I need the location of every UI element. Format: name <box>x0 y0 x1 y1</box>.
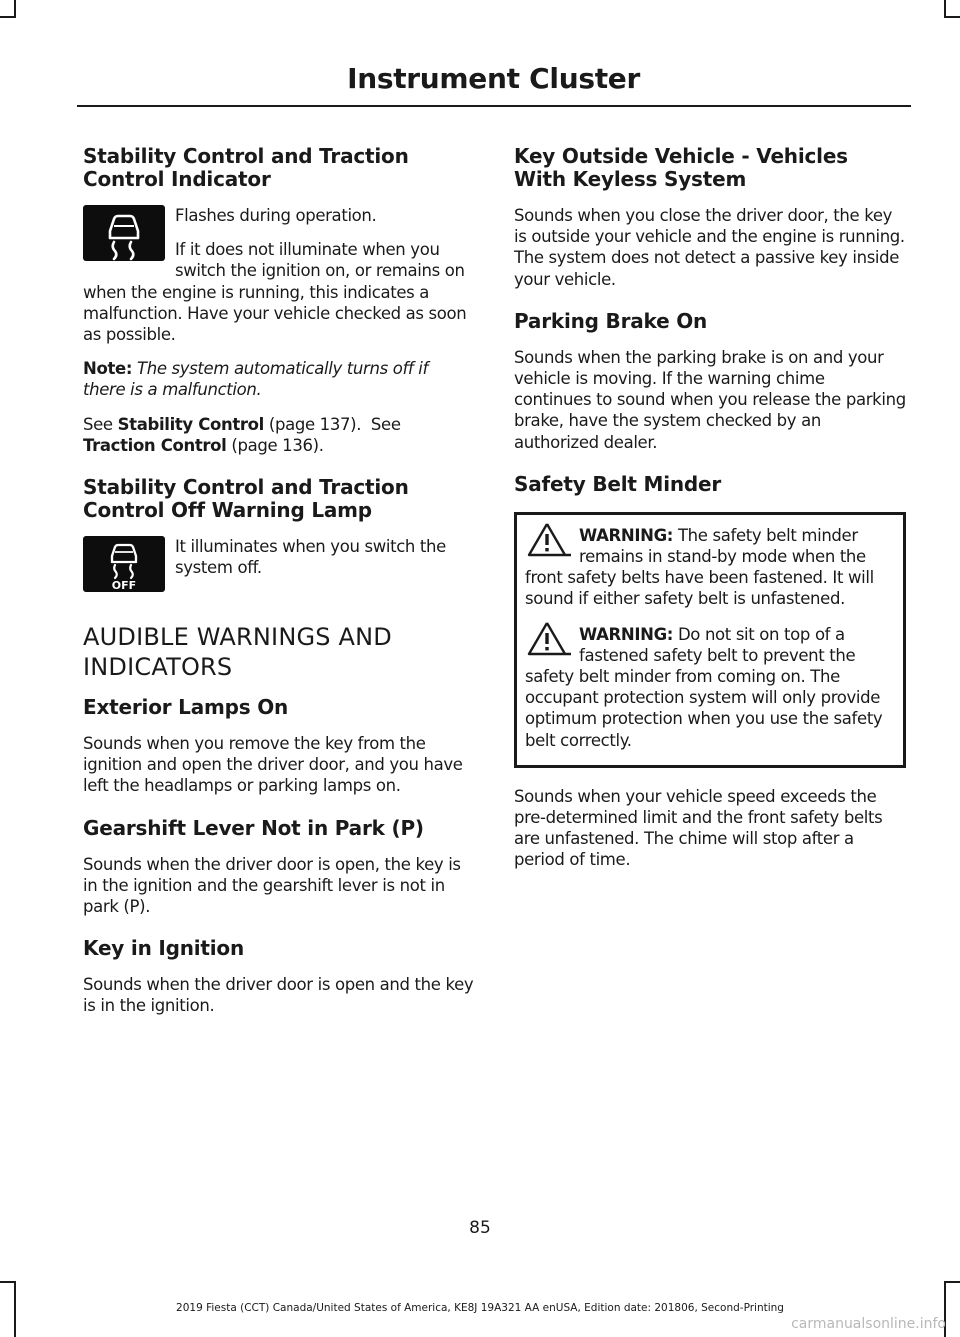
note-paragraph <box>83 358 475 400</box>
note-text: The system automatically turns off if there is a malfunction. <box>83 359 428 400</box>
left-column <box>83 145 475 1030</box>
belt-minder-text: Sounds when your vehicle speed exceeds the pre-determined limit and the front safety belts are unfastened. The chime will stop after a period of time. <box>514 786 883 870</box>
stability-off-text: It illuminates when you switch the system off. <box>175 537 446 578</box>
warning-1-label: WARNING: <box>579 525 674 545</box>
footer-edition-text: 2019 Fiesta (CCT) Canada/United States of America, KE8J 19A321 AA enUSA, Edition date: 201806, Second-Printing <box>176 1302 784 1314</box>
warning-box <box>514 512 906 768</box>
warning-1 <box>525 525 895 610</box>
note-label: Note: <box>83 359 133 379</box>
stability-indicator-text-1: Flashes during operation. <box>175 206 377 225</box>
see-references <box>83 414 475 456</box>
see-prefix: See <box>83 414 113 434</box>
gearshift-heading: Gearshift Lever Not in Park (P) <box>83 815 424 840</box>
right-column <box>514 145 906 884</box>
warning-2-label: WARNING: <box>579 624 674 644</box>
crop-mark <box>944 16 960 18</box>
stability-indicator-block <box>83 205 475 345</box>
page-number: 85 <box>469 1218 491 1238</box>
traction-control-page: (page 136). <box>231 435 324 455</box>
warning-2-text <box>525 624 895 751</box>
warning-2-body: Do not sit on top of a fastened safety belt to prevent the safety belt minder from coming on. The occupant protection system will only provide optimum protection when you use the safety belt correctly. <box>525 624 883 750</box>
warning-triangle-icon <box>525 620 575 660</box>
key-ignition-heading: Key in Ignition <box>83 936 245 961</box>
key-outside-heading: Key Outside Vehicle - Vehicles With Keyless System <box>514 144 848 191</box>
crop-mark <box>944 1281 960 1283</box>
stability-control-link[interactable]: Stability Control <box>117 414 264 434</box>
stability-control-icon <box>83 205 165 261</box>
belt-minder-heading: Safety Belt Minder <box>514 471 722 496</box>
stability-off-block <box>83 536 475 596</box>
section-heading-stability-indicator: Stability Control and Traction Control Indicator <box>83 144 409 191</box>
warning-1-body: The safety belt minder remains in stand-by mode when the front safety belts have been fastened. It will sound if either safety belt is unfastened. <box>525 525 874 609</box>
stability-indicator-text-2: If it does not illuminate when you switch the ignition on, or remains on when the engine is running, this indicates a malfunction. Have your vehicle checked as soon as possible. <box>83 240 467 345</box>
warning-triangle-icon <box>525 521 575 561</box>
traction-control-link[interactable]: Traction Control <box>83 435 227 455</box>
warning-1-text <box>525 525 895 610</box>
audible-warnings-heading: AUDIBLE WARNINGS AND INDICATORS <box>83 623 392 682</box>
key-outside-text: Sounds when you close the driver door, the key is outside your vehicle and the engine is running. The system does not detect a passive key inside your vehicle. <box>514 206 905 289</box>
warning-2 <box>525 624 895 751</box>
crop-mark <box>0 1281 16 1283</box>
parking-brake-text: Sounds when the parking brake is on and your vehicle is moving. If the warning chime continues to sound when you release the parking brake, have the system checked by an authorized dealer. <box>514 347 906 452</box>
header-divider <box>77 105 911 107</box>
key-ignition-text: Sounds when the driver door is open and the key is in the ignition. <box>83 975 474 1016</box>
crop-mark <box>0 16 16 18</box>
stability-control-off-icon <box>83 536 165 592</box>
section-heading-stability-off: Stability Control and Traction Control Off Warning Lamp <box>83 475 409 523</box>
see-mid: See <box>370 414 401 434</box>
parking-brake-heading: Parking Brake On <box>514 308 708 333</box>
exterior-lamps-text: Sounds when you remove the key from the ignition and open the driver door, and you have left the headlamps or parking lamps on. <box>83 734 463 796</box>
off-icon-text: OFF <box>111 579 137 593</box>
gearshift-text: Sounds when the driver door is open, the key is in the ignition and the gearshift lever is not in park (P). <box>83 854 461 917</box>
exterior-lamps-heading: Exterior Lamps On <box>83 695 289 720</box>
stability-control-page: (page 137). <box>268 414 362 434</box>
watermark: carmanualsonline.info <box>791 1316 946 1332</box>
page-title: Instrument Cluster <box>347 62 640 95</box>
